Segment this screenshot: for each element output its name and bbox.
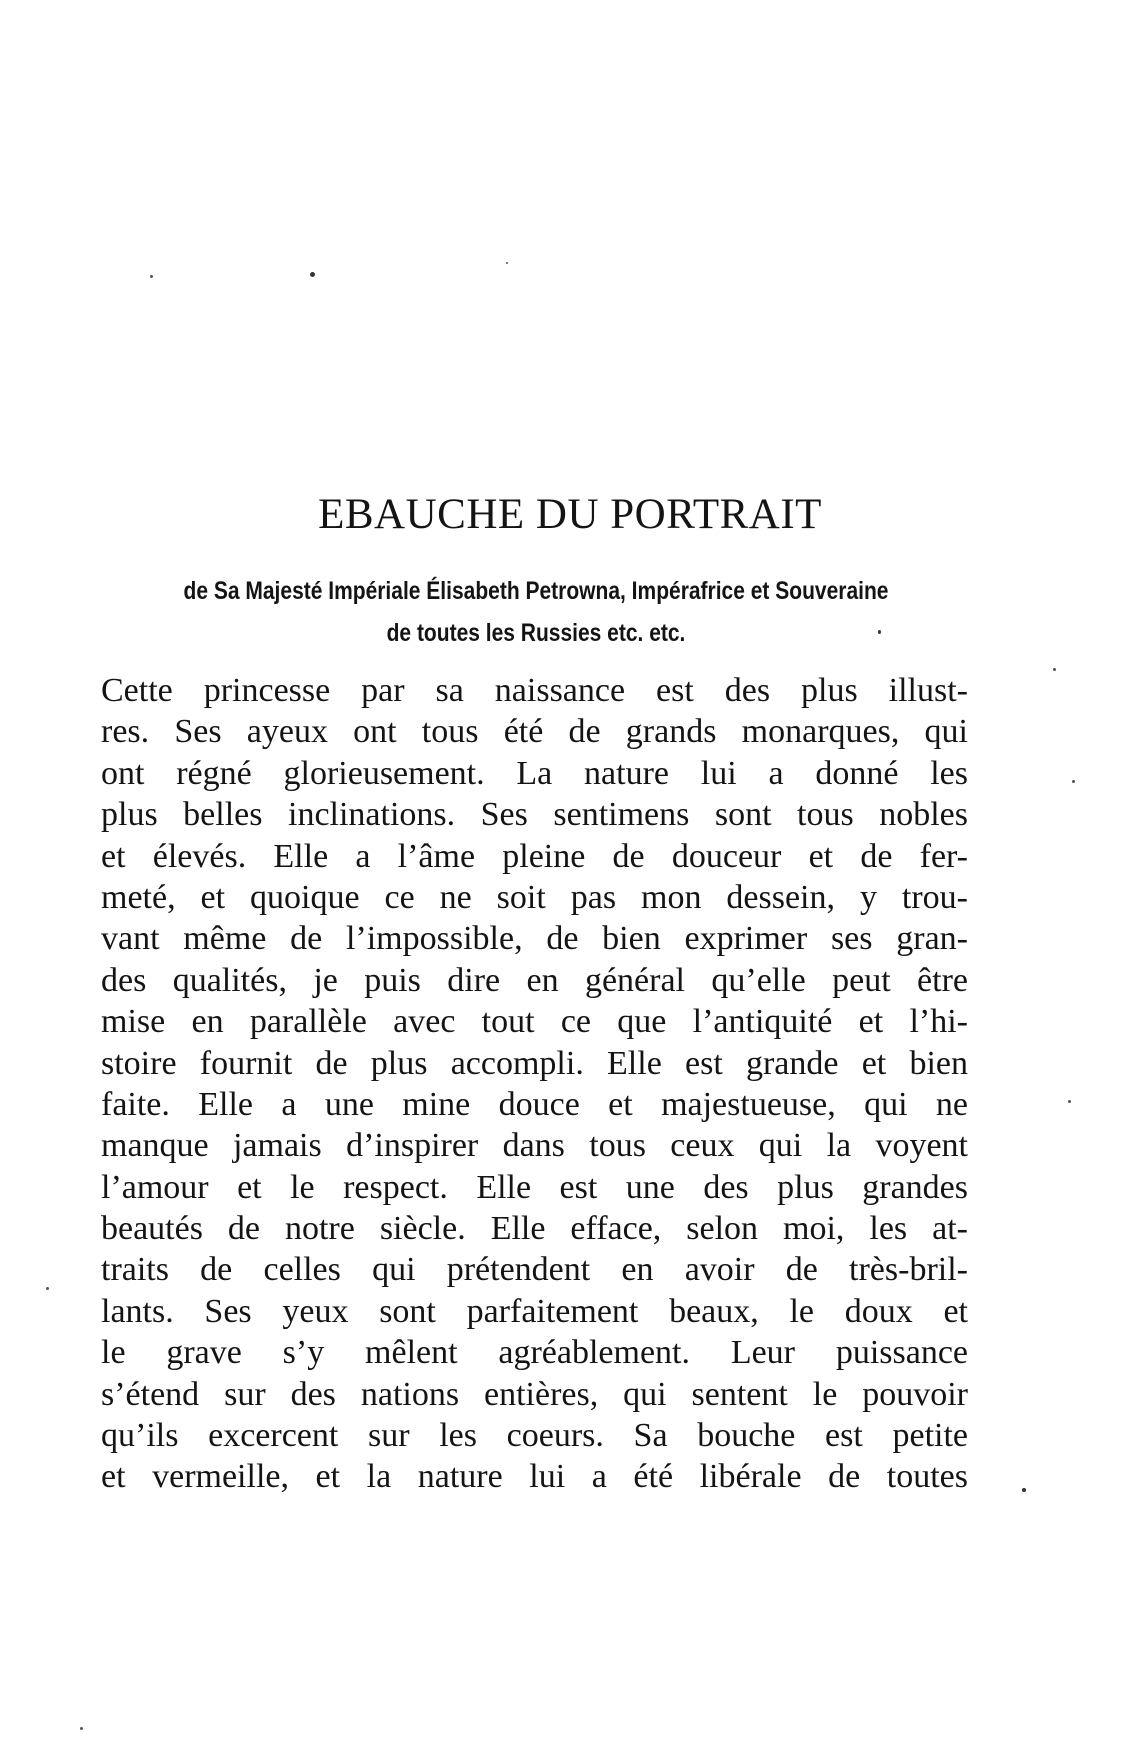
text-line: des qualités, je puis dire en général qu’elle peut être (101, 961, 968, 999)
text-line: et élevés. Elle a l’âme pleine de douceur et de fer- (101, 837, 968, 875)
text-line: res. Ses ayeux ont tous été de grands monarques, qui (101, 713, 968, 751)
scan-speck (310, 272, 315, 277)
text-line: lants. Ses yeux sont parfaitement beaux, le doux et (101, 1292, 968, 1330)
scan-speck (506, 262, 508, 264)
text-line: vant même de l’impossible, de bien exprimer ses gran- (101, 920, 968, 958)
text-line: s’étend sur des nations entières, qui sentent le pouvoir (101, 1375, 968, 1413)
scan-speck (80, 1727, 83, 1730)
text-line: le grave s’y mêlent agréablement. Leur puissance (101, 1334, 968, 1372)
scan-speck (1022, 1488, 1026, 1492)
text-line: traits de celles qui prétendent en avoir de très-bril- (101, 1251, 968, 1289)
body-text (101, 670, 968, 1498)
scan-speck (150, 275, 153, 278)
text-line: mise en parallèle avec tout ce que l’antiquité et l’hi- (101, 1003, 968, 1041)
text-line: meté, et quoique ce ne soit pas mon dessein, y trou- (101, 878, 968, 916)
text-line: stoire fournit de plus accompli. Elle est grande et bien (101, 1044, 968, 1082)
text-line: et vermeille, et la nature lui a été libérale de toutes (101, 1458, 968, 1496)
scan-speck (878, 630, 881, 634)
text-line: manque jamais d’inspirer dans tous ceux qui la voyent (101, 1127, 968, 1165)
text-line: qu’ils excercent sur les coeurs. Sa bouche est petite (101, 1417, 968, 1455)
text-line: faite. Elle a une mine douce et majestueuse, qui ne (101, 1085, 968, 1123)
scan-speck (46, 1287, 49, 1290)
text-line: Cette princesse par sa naissance est des plus illust- (101, 672, 968, 709)
text-line: ont régné glorieusement. La nature lui a donné les (101, 754, 968, 792)
scan-speck (1053, 668, 1056, 671)
scan-speck (1068, 1100, 1071, 1103)
subtitle-line-2: de toutes les Russies etc. etc. (386, 619, 686, 647)
text-line: l’amour et le respect. Elle est une des plus grandes (101, 1168, 968, 1206)
text-line: beautés de notre siècle. Elle efface, selon moi, les at- (101, 1210, 968, 1248)
subtitle-line-1: de Sa Majesté Impériale Élisabeth Petrowna, Impérafrice et Souveraine (183, 577, 889, 605)
page-subtitle (166, 570, 905, 654)
page-title: EBAUCHE DU PORTRAIT (318, 491, 822, 538)
text-line: plus belles inclinations. Ses sentimens sont tous nobles (101, 796, 968, 834)
scan-speck (1072, 780, 1075, 783)
